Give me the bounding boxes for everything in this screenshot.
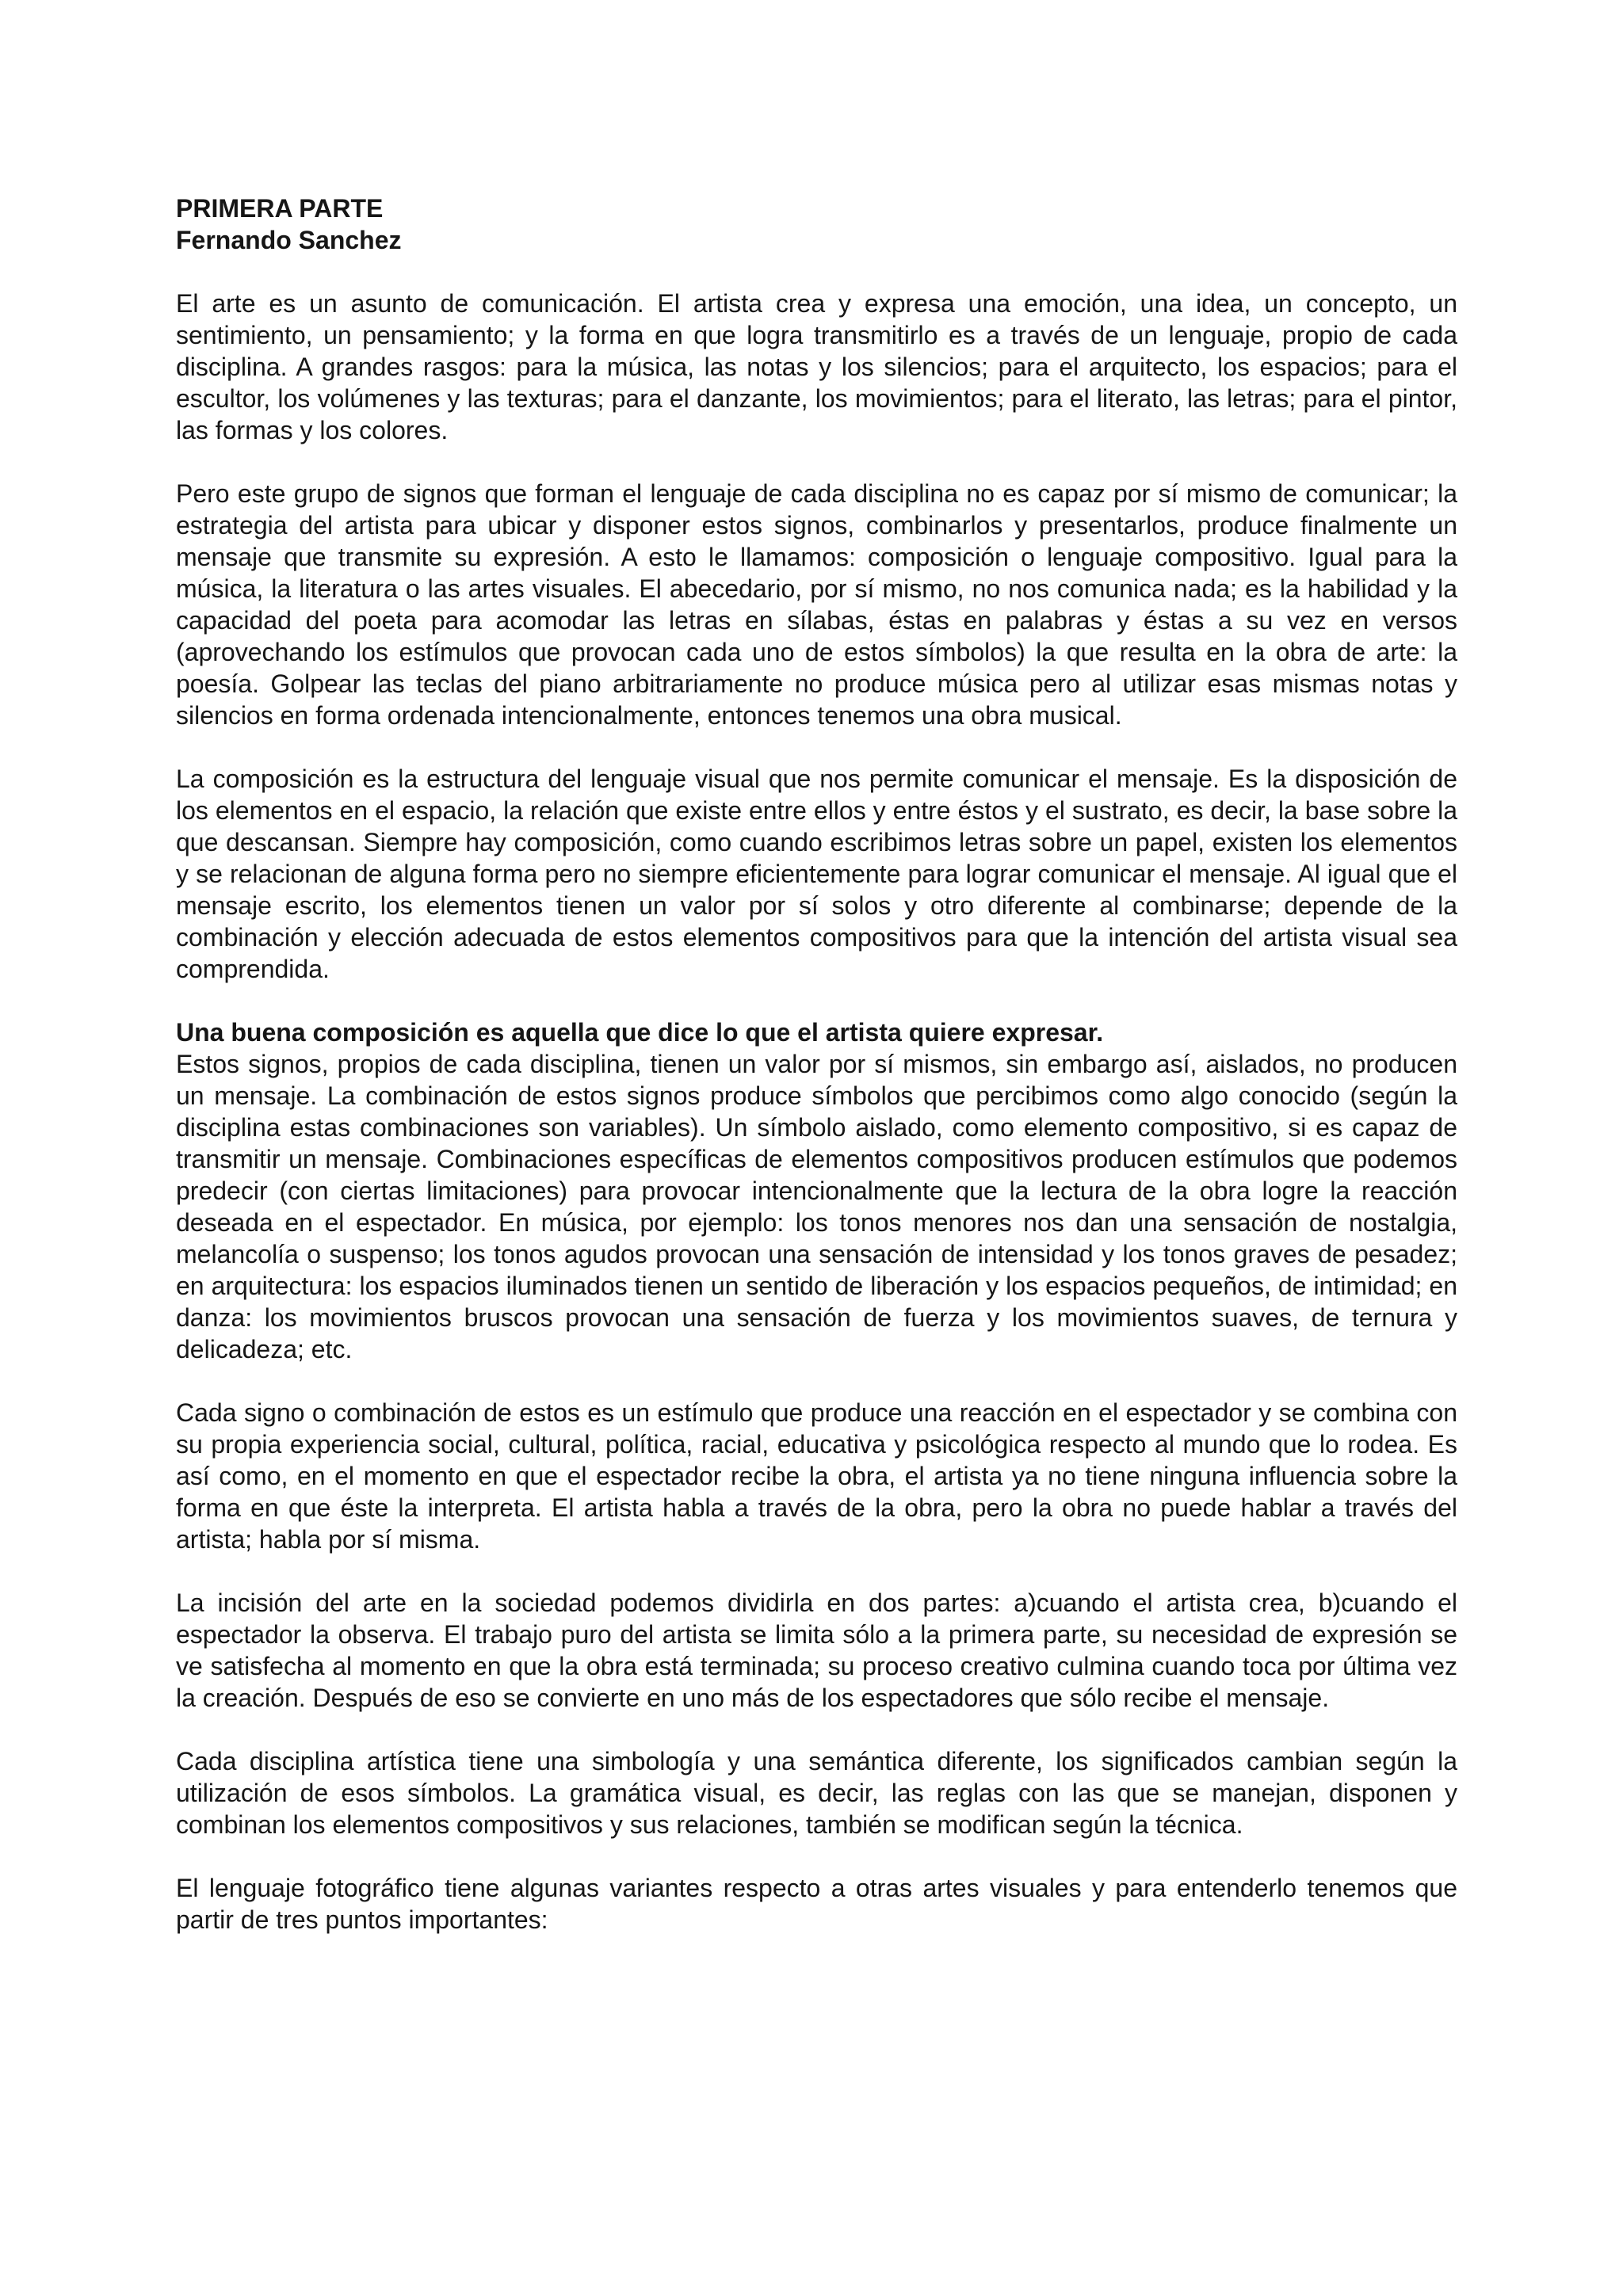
document-title: PRIMERA PARTE — [176, 194, 384, 223]
paragraph-7: Cada disciplina artística tiene una simbología y una semántica diferente, los significados cambian según la utilización de esos símbolos. La gramática visual, es decir, las reglas con las que se manejan, disponen y combinan los elementos compositivos y sus relaciones, también se modifican según la técnica. — [176, 1747, 1457, 1839]
paragraph-5: Cada signo o combinación de estos es un estímulo que produce una reacción en el espectador y se combina con su propia experiencia social, cultural, política, racial, educativa y psicológica respecto al mundo que lo rodea. Es así como, en el momento en que el espectador recibe la obra, el artista ya no tiene ninguna influencia sobre la forma en que éste la interpreta. El artista habla a través de la obra, pero la obra no puede hablar a través del artista; habla por sí misma. — [176, 1398, 1457, 1554]
paragraph-2: Pero este grupo de signos que forman el lenguaje de cada disciplina no es capaz por sí mismo de comunicar; la estrategia del artista para ubicar y disponer estos signos, combinarlos y presentarlos, produce finalmente un mensaje que transmite su expresión. A esto le llamamos: composición o lenguaje compositivo. Igual para la música, la literatura o las artes visuales. El abecedario, por sí mismo, no nos comunica nada; es la habilidad y la capacidad del poeta para acomodar las letras en sílabas, éstas en palabras y éstas a su vez en versos (aprovechando los estímulos que provocan cada uno de estos símbolos) la que resulta en la obra de arte: la poesía. Golpear las teclas del piano arbitrariamente no produce música pero al utilizar esas mismas notas y silencios en forma ordenada intencionalmente, entonces tenemos una obra musical. — [176, 479, 1457, 730]
bold-statement: Una buena composición es aquella que dice lo que el artista quiere expresar. — [176, 1018, 1104, 1047]
paragraph-3: La composición es la estructura del lenguaje visual que nos permite comunicar el mensaje. Es la disposición de los elementos en el espacio, la relación que existe entre ellos y entre éstos y el sustrato, es decir, la base sobre la que descansan. Siempre hay composición, como cuando escribimos letras sobre un papel, existen los elementos y se relacionan de alguna forma pero no siempre eficientemente para lograr comunicar el mensaje. Al igual que el mensaje escrito, los elementos tienen un valor por sí solos y otro diferente al combinarse; depende de la combinación y elección adecuada de estos elementos compositivos para que la intención del artista visual sea comprendida. — [176, 765, 1457, 983]
paragraph-8: El lenguaje fotográfico tiene algunas variantes respecto a otras artes visuales y para entenderlo tenemos que partir de tres puntos importantes: — [176, 1874, 1457, 1934]
paragraph-4: Estos signos, propios de cada disciplina, tienen un valor por sí mismos, sin embargo así, aislados, no producen un mensaje. La combinación de estos signos produce símbolos que percibimos como algo conocido (según la disciplina estas combinaciones son variables). Un símbolo aislado, como elemento compositivo, si es capaz de transmitir un mensaje. Combinaciones específicas de elementos compositivos producen estímulos que podemos predecir (con ciertas limitaciones) para provocar intencionalmente que la lectura de la obra logre la reacción deseada en el espectador. En música, por ejemplo: los tonos menores nos dan una sensación de nostalgia, melancolía o suspenso; los tonos agudos provocan una sensación de intensidad y los tonos graves de pesadez; en arquitectura: los espacios iluminados tienen un sentido de liberación y los espacios pequeños, de intimidad; en danza: los movimientos bruscos provocan una sensación de fuerza y los movimientos suaves, de ternura y delicadeza; etc. — [176, 1050, 1457, 1363]
document-author: Fernando Sanchez — [176, 226, 402, 254]
paragraph-6: La incisión del arte en la sociedad podemos dividirla en dos partes: a)cuando el artista crea, b)cuando el espectador la observa. El trabajo puro del artista se limita sólo a la primera parte, su necesidad de expresión se ve satisfecha al momento en que la obra está terminada; su proceso creativo culmina cuando toca por última vez la creación. Después de eso se convierte en uno más de los espectadores que sólo recibe el mensaje. — [176, 1589, 1457, 1712]
document-page — [176, 193, 1457, 1936]
paragraph-1: El arte es un asunto de comunicación. El artista crea y expresa una emoción, una idea, un concepto, un sentimiento, un pensamiento; y la forma en que logra transmitirlo es a través de un lenguaje, propio de cada disciplina. A grandes rasgos: para la música, las notas y los silencios; para el arquitecto, los espacios; para el escultor, los volúmenes y las texturas; para el danzante, los movimientos; para el literato, las letras; para el pintor, las formas y los colores. — [176, 289, 1457, 444]
